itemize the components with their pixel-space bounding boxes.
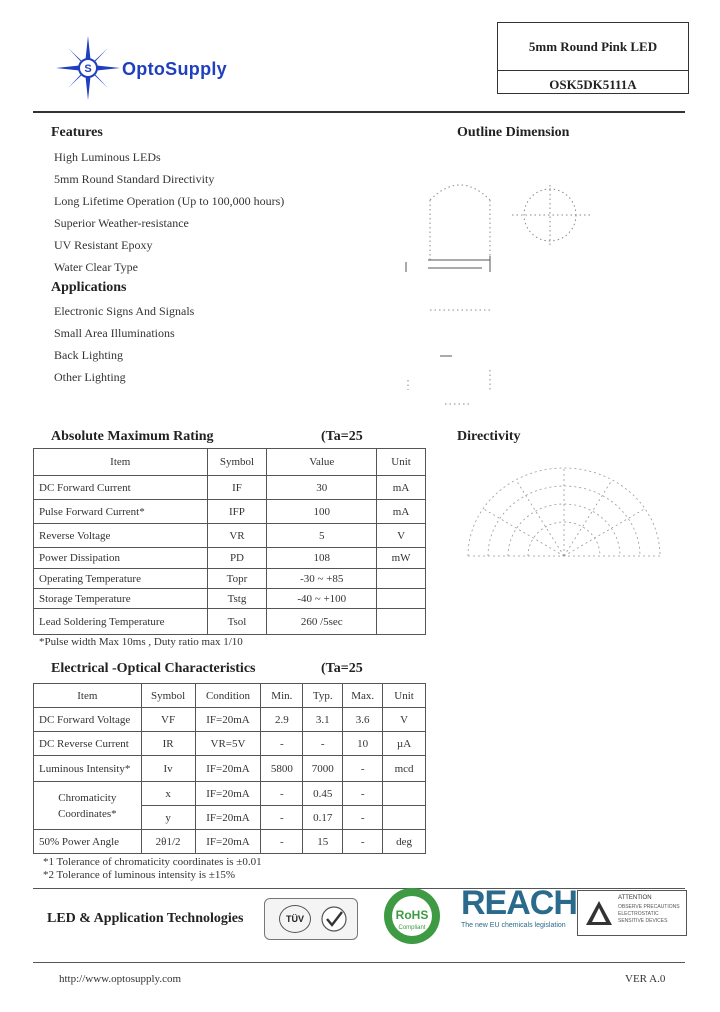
eo-condition: (Ta=25	[321, 661, 363, 676]
cell-min: 2.9	[261, 708, 303, 732]
table-row	[34, 609, 426, 635]
cell-unit: mcd	[383, 756, 426, 782]
cell-typ: 0.17	[303, 806, 343, 830]
applications-heading: Applications	[51, 280, 127, 295]
cell-typ: -	[303, 732, 343, 756]
cell-chromaticity-label	[34, 782, 142, 830]
optosupply-logo	[56, 36, 120, 100]
cell-max: -	[343, 830, 383, 854]
cell-symbol: Topr	[207, 569, 267, 589]
feature-item: Superior Weather-resistance	[54, 216, 189, 230]
cell-min: -	[261, 782, 303, 806]
cell-item: Lead Soldering Temperature	[34, 609, 208, 635]
application-item: Other Lighting	[54, 370, 126, 384]
attention-label: ATTENTION	[618, 895, 652, 901]
esd-attention-badge	[577, 890, 687, 936]
eo-heading: Electrical -Optical Characteristics	[51, 661, 256, 676]
cell-unit	[383, 782, 426, 806]
table-header-row	[34, 684, 426, 708]
cell-item: DC Forward Voltage	[34, 708, 142, 732]
col-header: Typ.	[303, 684, 343, 708]
eo-table	[33, 683, 426, 854]
cell-symbol: y	[141, 806, 195, 830]
abs-max-note: *Pulse width Max 10ms , Duty ratio max 1/10	[39, 636, 243, 648]
rohs-sub-label: Compliant	[398, 925, 426, 931]
eo-note: *2 Tolerance of luminous intensity is ±15%	[43, 869, 236, 881]
cell-unit: mA	[377, 476, 426, 500]
cell-unit: mW	[377, 548, 426, 569]
part-number: OSK5DK5111A	[549, 77, 637, 92]
col-header: Item	[34, 684, 142, 708]
eo-note: *1 Tolerance of chromaticity coordinates is ±0.01	[43, 856, 262, 868]
cell-symbol: x	[141, 782, 195, 806]
table-row	[34, 548, 426, 569]
svg-text:S: S	[84, 63, 92, 75]
cell-max: 3.6	[343, 708, 383, 732]
col-header: Value	[267, 449, 377, 476]
chroma-label-line2: Coordinates*	[57, 807, 117, 820]
cell-condition: IF=20mA	[195, 708, 261, 732]
cell-symbol: IR	[141, 732, 195, 756]
cell-item: Storage Temperature	[34, 589, 208, 609]
cell-condition: IF=20mA	[195, 830, 261, 854]
table-row	[34, 569, 426, 589]
reach-badge	[461, 884, 577, 936]
cell-unit	[383, 806, 426, 830]
cell-item: Luminous Intensity*	[34, 756, 142, 782]
table-row	[34, 830, 426, 854]
directivity-heading: Directivity	[457, 429, 521, 444]
feature-item: Water Clear Type	[54, 260, 138, 274]
cell-unit: µA	[383, 732, 426, 756]
cell-symbol: PD	[207, 548, 267, 569]
col-header: Max.	[343, 684, 383, 708]
application-item: Electronic Signs And Signals	[54, 304, 195, 318]
cell-symbol: Tstg	[207, 589, 267, 609]
abs-max-condition: (Ta=25	[321, 429, 363, 444]
cell-condition: IF=20mA	[195, 806, 261, 830]
cell-typ: 15	[303, 830, 343, 854]
table-header-row	[34, 449, 426, 476]
rohs-label: RoHS	[395, 908, 429, 922]
cell-unit	[377, 589, 426, 609]
cell-max: -	[343, 756, 383, 782]
features-heading: Features	[51, 125, 103, 140]
col-header: Symbol	[207, 449, 267, 476]
footer-bottom-rule	[33, 962, 685, 963]
table-row	[34, 589, 426, 609]
cell-max: 10	[343, 732, 383, 756]
cell-max: -	[343, 782, 383, 806]
chroma-label-line1: Chromaticity	[58, 791, 117, 804]
title-box	[497, 22, 689, 94]
version-label: VER A.0	[625, 973, 666, 985]
outline-heading: Outline Dimension	[457, 125, 570, 140]
col-header: Unit	[377, 449, 426, 476]
title-divider	[498, 70, 688, 71]
cell-value: -30 ~ +85	[267, 569, 377, 589]
rohs-badge	[376, 886, 448, 946]
cell-symbol: IF	[207, 476, 267, 500]
cell-value: 30	[267, 476, 377, 500]
header-rule	[33, 111, 685, 113]
cell-item: 50% Power Angle	[34, 830, 142, 854]
table-row	[34, 500, 426, 524]
col-header: Item	[34, 449, 208, 476]
cell-symbol: Tsol	[207, 609, 267, 635]
cell-item: Power Dissipation	[34, 548, 208, 569]
cell-item: Pulse Forward Current*	[34, 500, 208, 524]
feature-item: 5mm Round Standard Directivity	[54, 172, 215, 186]
cell-min: -	[261, 732, 303, 756]
cell-unit: V	[383, 708, 426, 732]
cell-symbol: Iv	[141, 756, 195, 782]
tuv-badge	[264, 898, 358, 940]
table-row	[34, 782, 426, 806]
table-row	[34, 524, 426, 548]
cell-unit: mA	[377, 500, 426, 524]
col-header: Symbol	[141, 684, 195, 708]
cell-typ: 0.45	[303, 782, 343, 806]
table-row	[34, 732, 426, 756]
cell-typ: 7000	[303, 756, 343, 782]
cell-value: 260 /5sec	[267, 609, 377, 635]
application-item: Back Lighting	[54, 348, 123, 362]
esd-warning-icon	[584, 899, 614, 927]
reach-sub-label: The new EU chemicals legislation	[461, 922, 566, 929]
cell-symbol: 2θ1/2	[141, 830, 195, 854]
abs-max-table	[33, 448, 426, 635]
website-link[interactable]: http://www.optosupply.com	[59, 973, 182, 985]
cell-symbol: VR	[207, 524, 267, 548]
cell-min: 5800	[261, 756, 303, 782]
cell-value: 108	[267, 548, 377, 569]
reach-label: REACH	[461, 884, 577, 922]
col-header: Unit	[383, 684, 426, 708]
cell-symbol: IFP	[207, 500, 267, 524]
attention-sub-label: OBSERVE PRECAUTIONS ELECTROSTATIC SENSITIVE DEVICES	[618, 904, 680, 924]
cell-max: -	[343, 806, 383, 830]
cell-item: DC Reverse Current	[34, 732, 142, 756]
cell-unit: V	[377, 524, 426, 548]
col-header: Condition	[195, 684, 261, 708]
footer-rule	[33, 888, 685, 889]
feature-item: Long Lifetime Operation (Up to 100,000 hours)	[54, 194, 285, 208]
cell-unit	[377, 609, 426, 635]
abs-max-heading: Absolute Maximum Rating	[51, 429, 214, 444]
cell-value: -40 ~ +100	[267, 589, 377, 609]
brand-name: OptoSupply	[122, 59, 227, 79]
cell-condition: IF=20mA	[195, 756, 261, 782]
cell-min: -	[261, 806, 303, 830]
product-title: 5mm Round Pink LED	[528, 39, 658, 54]
cell-unit	[377, 569, 426, 589]
cell-condition: VR=5V	[195, 732, 261, 756]
tuv-label: TÜV	[279, 905, 311, 933]
table-row	[34, 756, 426, 782]
cell-value: 100	[267, 500, 377, 524]
outline-drawing	[400, 160, 600, 410]
directivity-chart	[462, 464, 666, 564]
cell-typ: 3.1	[303, 708, 343, 732]
cell-value: 5	[267, 524, 377, 548]
cell-item: Operating Temperature	[34, 569, 208, 589]
cell-item: DC Forward Current	[34, 476, 208, 500]
feature-item: UV Resistant Epoxy	[54, 238, 153, 252]
feature-item: High Luminous LEDs	[54, 150, 161, 164]
table-row	[34, 476, 426, 500]
cell-condition: IF=20mA	[195, 782, 261, 806]
cell-min: -	[261, 830, 303, 854]
cell-unit: deg	[383, 830, 426, 854]
footer-tagline: LED & Application Technologies	[47, 911, 244, 926]
col-header: Min.	[261, 684, 303, 708]
checkmark-icon	[319, 905, 349, 933]
application-item: Small Area Illuminations	[54, 326, 175, 340]
table-row	[34, 708, 426, 732]
cell-item: Reverse Voltage	[34, 524, 208, 548]
cell-symbol: VF	[141, 708, 195, 732]
